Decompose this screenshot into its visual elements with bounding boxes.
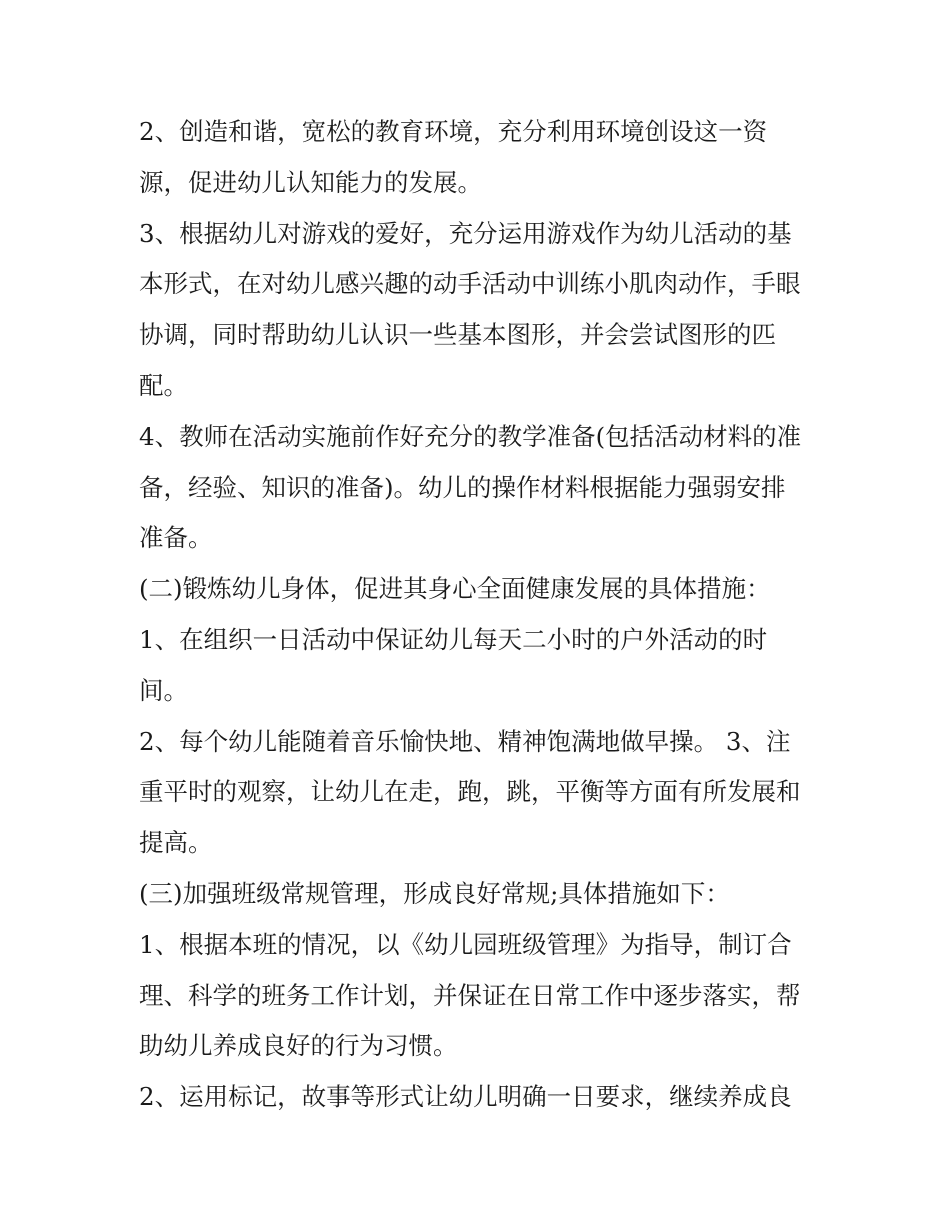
text-line: 2、创造和谐，宽松的教育环境，充分利用环境创设这一资 [139,117,768,146]
text-line: 本形式，在对幼儿感兴趣的动手活动中训练小肌肉动作，手眼 [139,269,801,299]
text-line: 协调，同时帮助幼儿认识一些基本图形，并会尝试图形的匹 [139,320,776,350]
text-line: 准备。 [139,523,213,553]
text-line: 理、科学的班务工作计划，并保证在日常工作中逐步落实，帮 [139,980,801,1010]
text-line: 4、教师在活动实施前作好充分的教学准备(包括活动材料的准 [139,421,802,451]
document-body [139,107,819,1123]
text-line: 1、在组织一日活动中保证幼儿每天二小时的户外活动的时 [139,624,768,654]
text-line: 1、根据本班的情况，以《幼儿园班级管理》为指导，制订合 [139,929,792,959]
text-line: 备，经验、知识的准备)。幼儿的操作材料根据能力强弱安排 [139,472,786,502]
text-line: 3、根据幼儿对游戏的爱好，充分运用游戏作为幼儿活动的基 [139,218,792,248]
text-line: 2、每个幼儿能随着音乐愉快地、精神饱满地做早操。 3、注 [139,726,791,756]
section-heading: (三)加强班级常规管理，形成良好常规;具体措施如下： [139,878,730,908]
text-line: 助幼儿养成良好的行为习惯。 [139,1031,458,1061]
text-line: 间。 [139,675,188,705]
section-heading: (二)锻炼幼儿身体，促进其身心全面健康发展的具体措施： [139,574,771,604]
text-line: 源，促进幼儿认知能力的发展。 [139,167,482,197]
text-line: 2、运用标记，故事等形式让幼儿明确一日要求，继续养成良 [139,1082,792,1112]
text-line: 配。 [139,370,188,400]
text-line: 提高。 [139,828,213,858]
text-line: 重平时的观察，让幼儿在走，跑，跳，平衡等方面有所发展和 [139,777,801,807]
